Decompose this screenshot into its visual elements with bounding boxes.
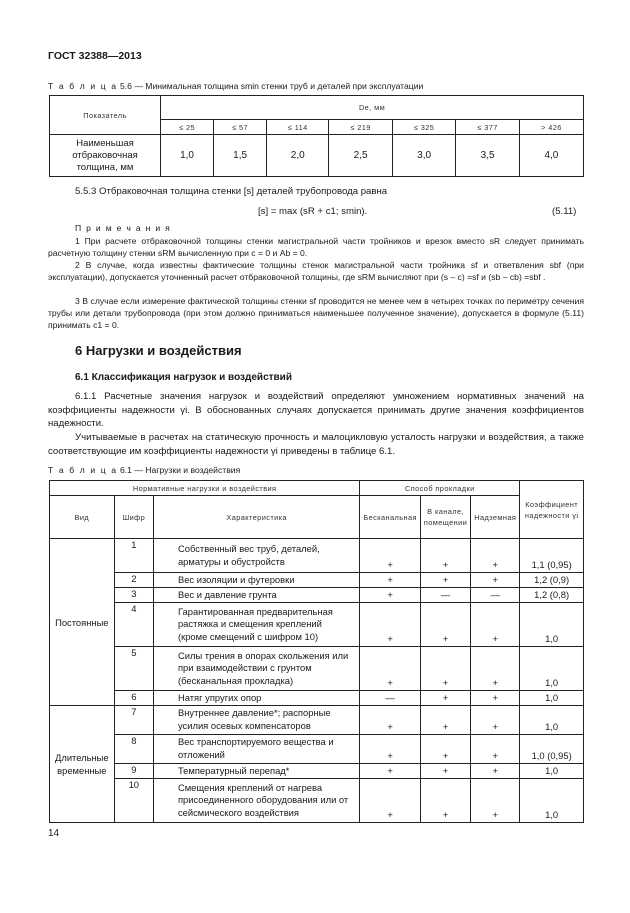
header-de-group: De, мм <box>161 96 584 120</box>
row-code: 2 <box>114 573 153 588</box>
header-laying-group: Способ прокладки <box>360 481 520 496</box>
table-row <box>50 539 584 573</box>
row-above-ground: + <box>471 691 520 706</box>
row-coefficient: 1,2 (0,9) <box>520 573 584 588</box>
table-row <box>50 647 584 691</box>
header-characteristic: Характеристика <box>153 496 359 539</box>
row-code: 6 <box>114 691 153 706</box>
row-coefficient: 1,0 <box>520 779 584 823</box>
header-trenchless: Бесканальная <box>360 496 421 539</box>
row-code: 3 <box>114 588 153 603</box>
row-code: 5 <box>114 647 153 691</box>
table-row <box>50 779 584 823</box>
row-coefficient: 1,2 (0,8) <box>520 588 584 603</box>
row-characteristic: Собственный вес труб, деталей, арматуры и обустройств <box>153 539 359 573</box>
row-coefficient: 1,0 (0,95) <box>520 735 584 764</box>
row-above-ground: + <box>471 573 520 588</box>
value-cell: 2,5 <box>329 135 393 177</box>
row-characteristic: Силы трения в опорах скольжения или при взаимодействии с грунтом (бесканальная прокладка) <box>153 647 359 691</box>
header-de-column: ≤ 325 <box>392 120 456 135</box>
table-row <box>50 706 584 735</box>
document-header: ГОСТ 32388—2013 <box>48 50 142 62</box>
row-characteristic: Смещения креплений от нагрева присоединенного оборудования или от сейсмического воздействия <box>153 779 359 823</box>
table-5-6 <box>49 95 584 177</box>
row-code: 1 <box>114 539 153 573</box>
row-trenchless: + <box>360 588 421 603</box>
row-above-ground: + <box>471 603 520 647</box>
row-in-channel: + <box>420 647 470 691</box>
row-trenchless: + <box>360 779 421 823</box>
header-de-column: > 426 <box>519 120 583 135</box>
row-trenchless: + <box>360 735 421 764</box>
row-trenchless: + <box>360 539 421 573</box>
row-trenchless: + <box>360 603 421 647</box>
row-characteristic: Вес транспортируемого вещества и отложений <box>153 735 359 764</box>
row-characteristic: Вес изоляции и футеровки <box>153 573 359 588</box>
row-coefficient: 1,0 <box>520 706 584 735</box>
row-trenchless: + <box>360 706 421 735</box>
row-characteristic: Гарантированная предварительная растяжка и смещения креплений (кроме смещений с шифром 10) <box>153 603 359 647</box>
value-cell: 3,5 <box>456 135 520 177</box>
table-row <box>50 735 584 764</box>
table-56-caption <box>48 81 423 91</box>
row-code: 4 <box>114 603 153 647</box>
row-in-channel: + <box>420 603 470 647</box>
formula-number: (5.11) <box>552 206 577 217</box>
note-3: 3 В случае если измерение фактической толщины стенки sf проводится не менее чем в четырех точках по периметру сечения трубы или детали трубопровода (при этом должно приниматься наименьшее полученное значение), допускается в формуле (5.11) принимать c1 = 0. <box>48 296 584 330</box>
group-permanent: Постоянные <box>50 539 115 706</box>
row-trenchless: + <box>360 647 421 691</box>
row-coefficient: 1,0 <box>520 603 584 647</box>
row-code: 10 <box>114 779 153 823</box>
row-above-ground: + <box>471 764 520 779</box>
row-characteristic: Внутреннее давление*; распорные усилия осевых компенсаторов <box>153 706 359 735</box>
row-trenchless: + <box>360 573 421 588</box>
row-trenchless: — <box>360 691 421 706</box>
header-de-column: ≤ 57 <box>214 120 267 135</box>
row-code: 8 <box>114 735 153 764</box>
row-label: Наименьшая отбраковочная толщина, мм <box>50 135 161 177</box>
row-characteristic: Вес и давление грунта <box>153 588 359 603</box>
row-coefficient: 1,0 <box>520 647 584 691</box>
row-above-ground: — <box>471 588 520 603</box>
table-row <box>50 588 584 603</box>
row-above-ground: + <box>471 706 520 735</box>
section-5-5-3: 5.5.3 Отбраковочная толщина стенки [s] деталей трубопровода равна <box>75 186 388 197</box>
row-in-channel: + <box>420 706 470 735</box>
note-2: 2 В случае, когда известны фактические толщины стенок магистральной части тройника sf и ответвления sbf (при эксплуатации), допускается уточненный расчет отбраковочной толщины, где sRM вычисляют при (s – c) =sf и (sb – cb) =sbf . <box>48 260 584 282</box>
row-characteristic: Натяг упругих опор <box>153 691 359 706</box>
table-6-1 <box>49 480 584 823</box>
row-in-channel: + <box>420 779 470 823</box>
row-above-ground: + <box>471 647 520 691</box>
header-de-column: ≤ 219 <box>329 120 393 135</box>
value-cell: 1,5 <box>214 135 267 177</box>
row-in-channel: + <box>420 573 470 588</box>
notes-title: П р и м е ч а н и я <box>75 223 172 233</box>
row-characteristic: Температурный перепад* <box>153 764 359 779</box>
row-in-channel: + <box>420 691 470 706</box>
row-code: 7 <box>114 706 153 735</box>
header-parameter: Показатель <box>50 96 161 135</box>
row-in-channel: + <box>420 539 470 573</box>
row-coefficient: 1,1 (0,95) <box>520 539 584 573</box>
caption-prefix: Т а б л и ц а <box>48 465 118 475</box>
row-in-channel: + <box>420 764 470 779</box>
value-cell: 4,0 <box>519 135 583 177</box>
table-row <box>50 573 584 588</box>
header-de-column: ≤ 377 <box>456 120 520 135</box>
header-code: Шифр <box>114 496 153 539</box>
row-coefficient: 1,0 <box>520 691 584 706</box>
table-61-caption <box>48 465 240 475</box>
paragraph-6-1-1: 6.1.1 Расчетные значения нагрузок и воздействий определяют умножением нормативных значений на коэффициенты надежности γi. В обоснованных случаях допускается принимать другие значения коэффициентов надежности. <box>48 391 584 430</box>
group-long-term: Длительные временные <box>50 706 115 823</box>
value-cell: 2,0 <box>267 135 329 177</box>
header-loads-group: Нормативные нагрузки и воздействия <box>50 481 360 496</box>
header-de-column: ≤ 114 <box>267 120 329 135</box>
row-above-ground: + <box>471 735 520 764</box>
value-cell: 3,0 <box>392 135 456 177</box>
row-above-ground: + <box>471 779 520 823</box>
value-cell: 1,0 <box>161 135 214 177</box>
section-6-1-title: 6.1 Классификация нагрузок и воздействий <box>75 372 292 383</box>
header-type: Вид <box>50 496 115 539</box>
row-in-channel: — <box>420 588 470 603</box>
row-above-ground: + <box>471 539 520 573</box>
note-1: 1 При расчете отбраковочной толщины стенки магистральной части тройников и врезок вместо sR следует принимать расчетную толщину стенки sRM вычисленную при c = 0 и Ab = 0. <box>48 236 584 258</box>
table-row <box>50 691 584 706</box>
table-row <box>50 764 584 779</box>
caption-text: 5.6 — Минимальная толщина smin стенки труб и деталей при эксплуатации <box>119 81 424 91</box>
header-de-column: ≤ 25 <box>161 120 214 135</box>
table-row <box>50 603 584 647</box>
row-trenchless: + <box>360 764 421 779</box>
row-coefficient: 1,0 <box>520 764 584 779</box>
header-above-ground: Надземная <box>471 496 520 539</box>
row-in-channel: + <box>420 735 470 764</box>
header-in-channel: В канале, помещении <box>420 496 470 539</box>
formula-5-11: [s] = max (sR + c1; smin). <box>258 206 368 217</box>
row-code: 9 <box>114 764 153 779</box>
page-number: 14 <box>48 828 60 839</box>
caption-prefix: Т а б л и ц а <box>48 81 118 91</box>
paragraph-6-1-1-cont: Учитываемые в расчетах на статическую прочность и малоцикловую усталость нагрузки и воздействия, а также соответствующие им коэффициенты надежности γi приведены в таблице 6.1. <box>48 432 584 457</box>
section-6-title: 6 Нагрузки и воздействия <box>75 343 242 358</box>
caption-text: 6.1 — Нагрузки и воздействия <box>119 465 241 475</box>
header-coefficient: Коэффициент надежности γi <box>520 481 584 539</box>
